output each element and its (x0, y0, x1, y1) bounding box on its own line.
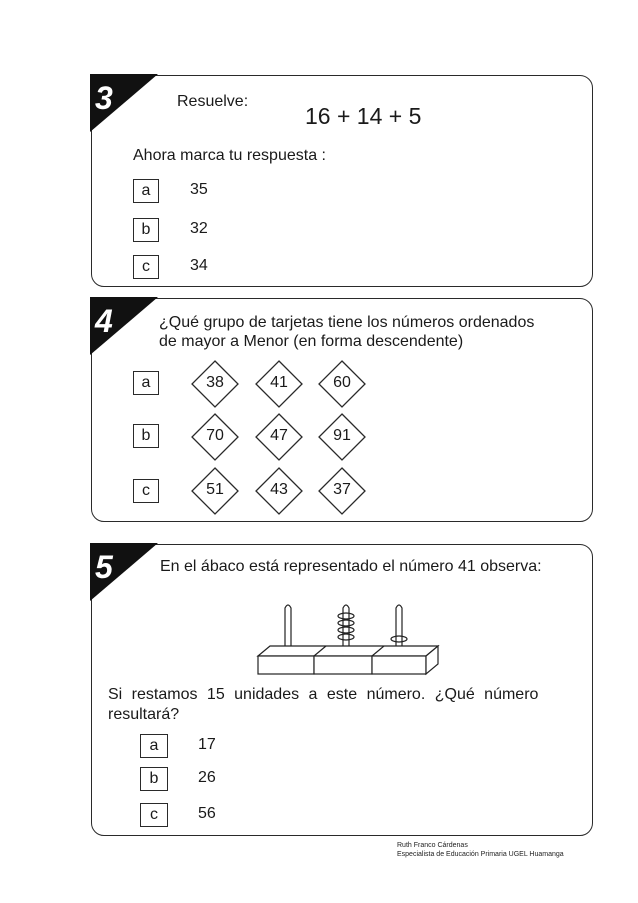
number-card-value: 51 (206, 481, 224, 498)
question-3-expression: 16 + 14 + 5 (305, 103, 422, 129)
number-card (318, 413, 366, 461)
question-5-number: 5 (95, 549, 113, 585)
number-card-value: 91 (333, 427, 351, 444)
question-5-option-c-box[interactable]: c (140, 803, 168, 827)
number-card-value: 43 (270, 481, 288, 498)
question-3-option-c-value: 34 (190, 257, 208, 274)
number-card (191, 467, 239, 515)
number-card (255, 413, 303, 461)
question-3-label: Resuelve: (177, 93, 249, 110)
number-card (191, 413, 239, 461)
question-3-option-c-box[interactable]: c (133, 255, 159, 279)
question-4-option-b-box[interactable]: b (133, 424, 159, 448)
number-card-value: 70 (206, 427, 224, 444)
abacus-base (258, 646, 438, 674)
question-5-prompt-line1: Si restamos 15 unidades a este número. ¿Qué número (108, 686, 539, 703)
question-4-text-line2: de mayor a Menor (en forma descendente) (159, 333, 464, 350)
number-card-value: 38 (206, 374, 224, 391)
question-3-number: 3 (95, 80, 113, 116)
number-card (255, 467, 303, 515)
question-3-option-b-box[interactable]: b (133, 218, 159, 242)
question-5-option-c-value: 56 (198, 805, 216, 822)
question-5-option-b-value: 26 (198, 769, 216, 786)
question-5-option-a-value: 17 (198, 736, 216, 753)
question-3-option-a-value: 35 (190, 181, 208, 198)
question-4-option-a-box[interactable]: a (133, 371, 159, 395)
abacus-illustration (252, 598, 452, 678)
question-5-option-a-box[interactable]: a (140, 734, 168, 758)
question-3-option-b-value: 32 (190, 220, 208, 237)
question-5-option-b-box[interactable]: b (140, 767, 168, 791)
number-card (318, 360, 366, 408)
number-card-value: 37 (333, 481, 351, 498)
number-card-value: 47 (270, 427, 288, 444)
question-5-prompt-line2: resultará? (108, 706, 180, 723)
question-4-number: 4 (95, 303, 113, 339)
footer-author: Ruth Franco Cárdenas (397, 842, 468, 849)
question-4-text-line1: ¿Qué grupo de tarjetas tiene los números ordenados (159, 314, 535, 331)
footer-role: Especialista de Educación Primaria UGEL Huamanga (397, 851, 564, 858)
question-3-instruction: Ahora marca tu respuesta : (133, 147, 326, 164)
number-card (255, 360, 303, 408)
question-5-text: En el ábaco está representado el número 41 observa: (160, 558, 542, 575)
question-3-option-a-box[interactable]: a (133, 179, 159, 203)
number-card-value: 60 (333, 374, 351, 391)
number-card (318, 467, 366, 515)
number-card (191, 360, 239, 408)
question-4-option-c-box[interactable]: c (133, 479, 159, 503)
number-card-value: 41 (270, 374, 288, 391)
